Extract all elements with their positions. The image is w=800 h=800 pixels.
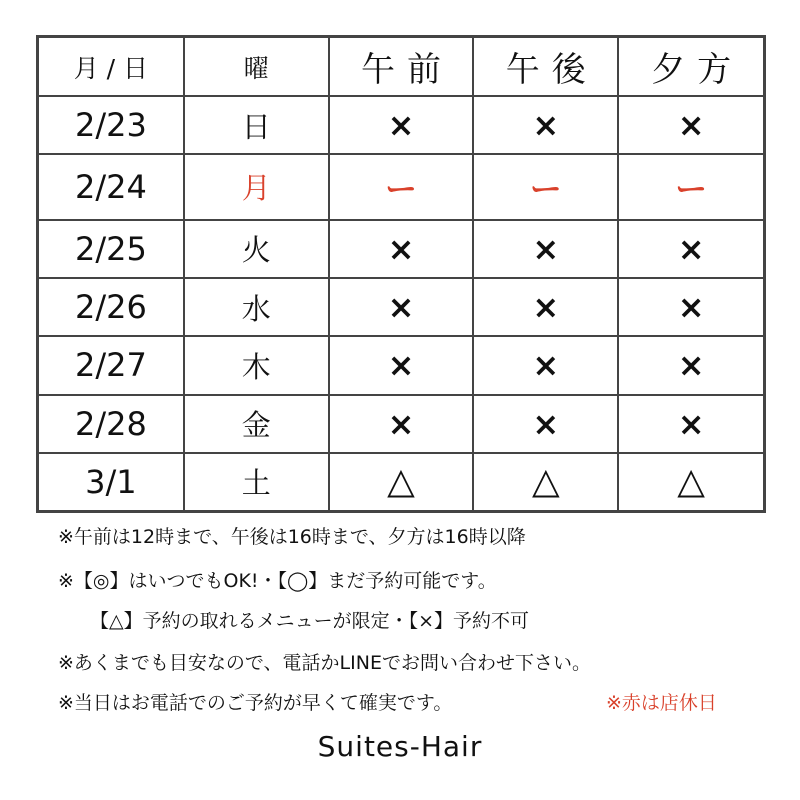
note-legend-limited: 【△】予約の取れるメニューが限定・【×】予約不可 — [90, 610, 530, 632]
slot-evening: △ — [618, 453, 763, 510]
table-row — [39, 220, 763, 278]
note-contact: ※あくまでも目安なので、電話かLINEでお問い合わせ下さい。 — [58, 652, 591, 674]
slot-morning: × — [329, 278, 474, 336]
slot-morning: × — [329, 96, 474, 154]
table-row — [39, 395, 763, 453]
row-date: 2/24 — [39, 154, 184, 219]
slot-afternoon: × — [473, 278, 618, 336]
slot-afternoon: ー — [473, 154, 618, 219]
row-weekday: 金 — [184, 395, 329, 453]
slot-morning: × — [329, 336, 474, 394]
slot-afternoon: × — [473, 336, 618, 394]
slot-morning: × — [329, 395, 474, 453]
header-evening: 夕方 — [618, 38, 763, 96]
row-date: 2/25 — [39, 220, 184, 278]
slot-afternoon: × — [473, 96, 618, 154]
slot-evening: × — [618, 336, 763, 394]
slot-evening: × — [618, 278, 763, 336]
row-date: 2/26 — [39, 278, 184, 336]
row-weekday: 土 — [184, 453, 329, 510]
slot-morning: × — [329, 220, 474, 278]
row-weekday: 火 — [184, 220, 329, 278]
row-date: 2/23 — [39, 96, 184, 154]
slot-evening: × — [618, 96, 763, 154]
slot-morning: ー — [329, 154, 474, 219]
row-weekday: 日 — [184, 96, 329, 154]
header-row — [39, 38, 763, 96]
table-row — [39, 154, 763, 219]
header-date: 月 / 日 — [39, 38, 184, 96]
slot-evening: × — [618, 220, 763, 278]
table-row — [39, 453, 763, 510]
row-weekday: 木 — [184, 336, 329, 394]
slot-afternoon: × — [473, 395, 618, 453]
note-same-day: ※当日はお電話でのご予約が早くて確実です。 — [58, 692, 453, 714]
note-legend-availability: ※【◎】はいつでもOK!・【◯】まだ予約可能です。 — [58, 570, 497, 592]
row-date: 2/28 — [39, 395, 184, 453]
row-date: 3/1 — [39, 453, 184, 510]
brand-name: Suites-Hair — [317, 730, 483, 763]
header-morning: 午前 — [329, 38, 474, 96]
row-date: 2/27 — [39, 336, 184, 394]
table-row — [39, 278, 763, 336]
slot-morning: △ — [329, 453, 474, 510]
slot-afternoon: △ — [473, 453, 618, 510]
table-row — [39, 96, 763, 154]
slot-evening: × — [618, 395, 763, 453]
closed-day-note: ※赤は店休日 — [606, 692, 717, 714]
schedule-table — [36, 35, 766, 513]
row-weekday: 月 — [184, 154, 329, 219]
slot-evening: ー — [618, 154, 763, 219]
header-afternoon: 午後 — [473, 38, 618, 96]
row-weekday: 水 — [184, 278, 329, 336]
note-hours: ※午前は12時まで、午後は16時まで、夕方は16時以降 — [58, 526, 526, 548]
header-weekday: 曜 — [184, 38, 329, 96]
slot-afternoon: × — [473, 220, 618, 278]
table-row — [39, 336, 763, 394]
